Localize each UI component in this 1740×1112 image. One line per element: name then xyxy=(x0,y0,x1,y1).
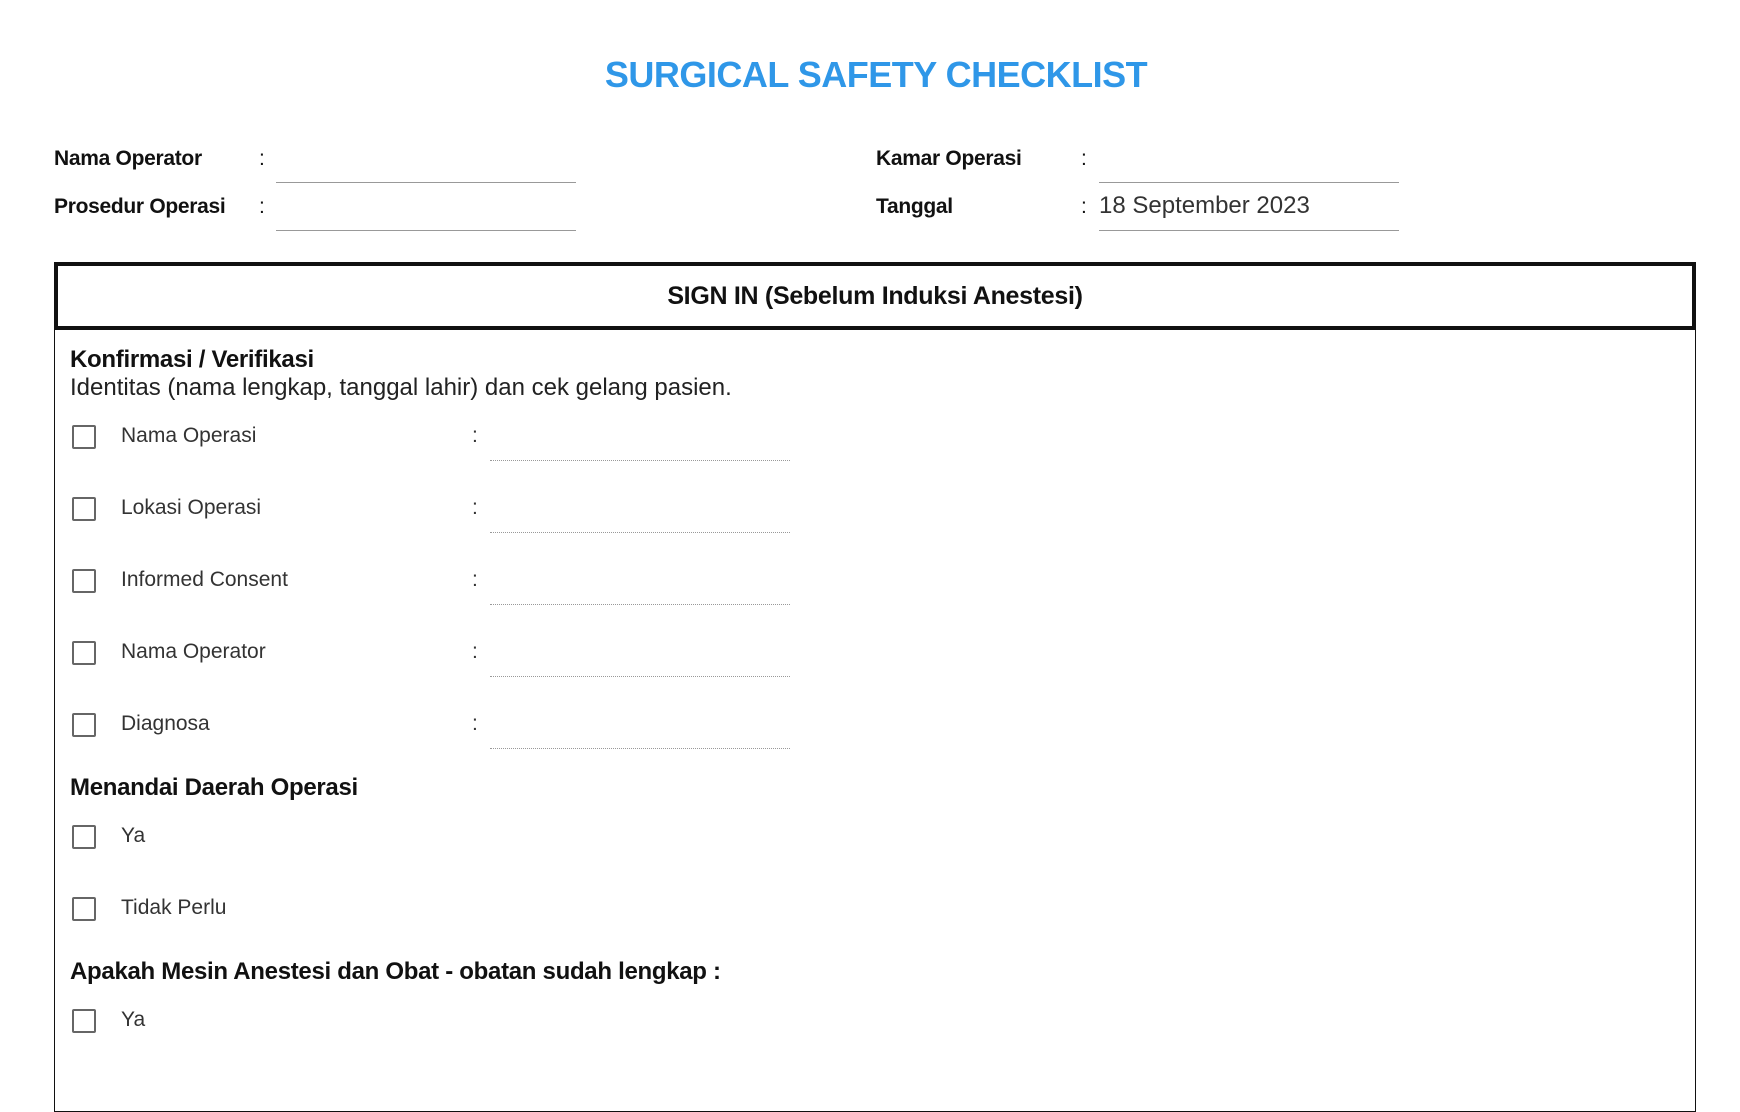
tanggal-label: Tanggal xyxy=(876,195,953,218)
item-label: Lokasi Operasi xyxy=(121,496,262,519)
nama-operator-label: Nama Operator xyxy=(54,147,202,170)
checkbox-informed-consent[interactable] xyxy=(72,569,96,593)
item-colon: : xyxy=(472,640,478,663)
tanggal-value[interactable]: 18 September 2023 xyxy=(1099,192,1310,219)
lokasi-operasi-field[interactable] xyxy=(490,532,790,533)
tanggal-colon: : xyxy=(1081,195,1087,218)
prosedur-operasi-label: Prosedur Operasi xyxy=(54,195,226,218)
diagnosa-field[interactable] xyxy=(490,748,790,749)
sign-in-heading: SIGN IN (Sebelum Induksi Anestesi) xyxy=(54,262,1696,330)
nama-operator-field[interactable] xyxy=(276,182,576,183)
checkbox-mesin-anestesi-ya[interactable] xyxy=(72,1009,96,1033)
tanggal-field-line xyxy=(1099,230,1399,231)
item-colon: : xyxy=(472,496,478,519)
checkbox-nama-operasi[interactable] xyxy=(72,425,96,449)
informed-consent-field[interactable] xyxy=(490,604,790,605)
prosedur-operasi-colon: : xyxy=(259,195,265,218)
kamar-operasi-colon: : xyxy=(1081,147,1087,170)
kamar-operasi-field[interactable] xyxy=(1099,182,1399,183)
item-label: Informed Consent xyxy=(121,568,288,591)
item-label: Nama Operasi xyxy=(121,424,257,447)
nama-operator-colon: : xyxy=(259,147,265,170)
page-title: SURGICAL SAFETY CHECKLIST xyxy=(604,54,1148,95)
item-colon: : xyxy=(472,424,478,447)
option-label: Tidak Perlu xyxy=(121,896,227,919)
item-colon: : xyxy=(472,568,478,591)
option-label: Ya xyxy=(121,1008,146,1031)
checkbox-diagnosa[interactable] xyxy=(72,713,96,737)
checkbox-nama-operator[interactable] xyxy=(72,641,96,665)
menandai-title: Menandai Daerah Operasi xyxy=(70,774,358,801)
konfirmasi-description: Identitas (nama lengkap, tanggal lahir) dan cek gelang pasien. xyxy=(70,374,732,401)
nama-operator-item-field[interactable] xyxy=(490,676,790,677)
option-label: Ya xyxy=(121,824,146,847)
mesin-anestesi-title: Apakah Mesin Anestesi dan Obat - obatan sudah lengkap : xyxy=(70,958,721,985)
item-label: Nama Operator xyxy=(121,640,266,663)
konfirmasi-title: Konfirmasi / Verifikasi xyxy=(70,346,314,373)
item-label: Diagnosa xyxy=(121,712,210,735)
checkbox-menandai-ya[interactable] xyxy=(72,825,96,849)
prosedur-operasi-field[interactable] xyxy=(276,230,576,231)
kamar-operasi-label: Kamar Operasi xyxy=(876,147,1022,170)
nama-operasi-field[interactable] xyxy=(490,460,790,461)
item-colon: : xyxy=(472,712,478,735)
checkbox-lokasi-operasi[interactable] xyxy=(72,497,96,521)
checkbox-menandai-tidak-perlu[interactable] xyxy=(72,897,96,921)
